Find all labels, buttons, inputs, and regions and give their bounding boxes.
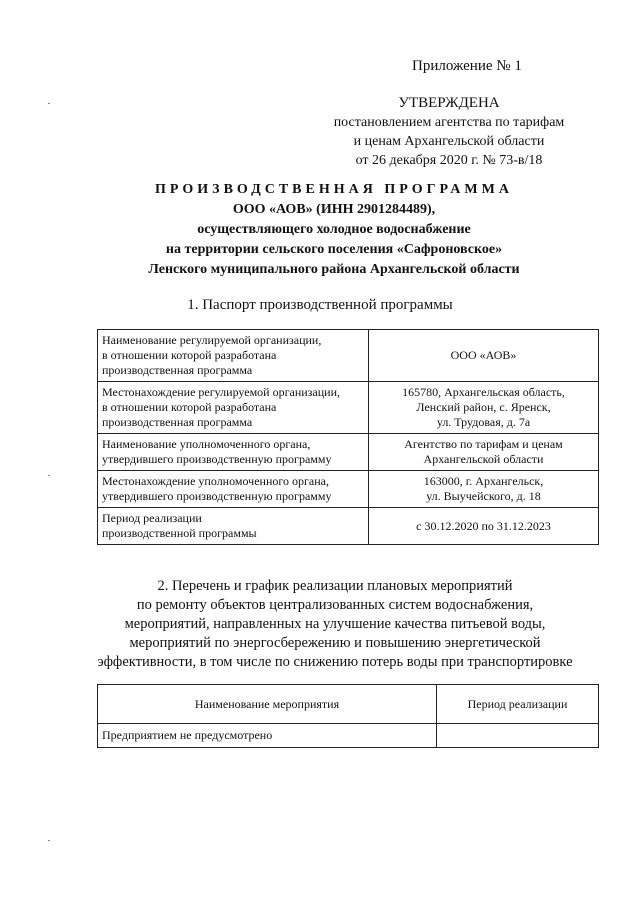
row-value: [369, 508, 599, 545]
title-line: ООО «АОВ» (ИНН 2901284489),: [232, 202, 436, 217]
event-cell: Предприятием не предусмотрено: [98, 724, 437, 748]
value-line: Архангельской области: [423, 452, 544, 466]
approval-line: от 26 декабря 2020 г. № 73-в/18: [355, 153, 543, 168]
events-table: [97, 684, 599, 748]
table-row: [98, 471, 599, 508]
heading-line: мероприятий по энергосбережению и повышению энергетической: [129, 635, 541, 651]
label-line: в отношении которой разработана: [102, 400, 277, 414]
table-row: [98, 434, 599, 471]
label-line: утвердившего производственную программу: [102, 489, 332, 503]
title-line: осуществляющего холодное водоснабжение: [197, 222, 471, 237]
heading-line: 2. Перечень и график реализации плановых мероприятий: [157, 578, 513, 594]
row-value: [369, 471, 599, 508]
label-line: Местонахождение регулируемой организации,: [102, 385, 341, 399]
value-line: 163000, г. Архангельск,: [423, 474, 544, 488]
value-line: 165780, Архангельская область,: [402, 385, 565, 399]
title-line: ПРОИЗВОДСТВЕННАЯ ПРОГРАММА: [155, 182, 513, 197]
approval-line: и ценам Архангельской области: [353, 134, 545, 149]
label-line: производственная программа: [102, 363, 253, 377]
table-row: [98, 724, 599, 748]
value-line: ул. Трудовая, д. 7а: [436, 415, 531, 429]
row-value: [369, 434, 599, 471]
label-line: в отношении которой разработана: [102, 348, 277, 362]
approval-block: [318, 94, 580, 170]
row-label: [98, 508, 369, 545]
scan-speck: [48, 840, 50, 841]
label-line: Наименование уполномоченного органа,: [102, 437, 311, 451]
appendix-number: Приложение № 1: [412, 58, 522, 74]
heading-line: по ремонту объектов централизованных систем водоснабжения,: [136, 597, 534, 613]
table-row: [98, 382, 599, 434]
column-header-event: Наименование мероприятия: [98, 685, 437, 724]
period-cell: [437, 724, 599, 748]
approval-line: постановлением агентства по тарифам: [333, 115, 565, 130]
title-line: Ленского муниципального района Архангельской области: [148, 262, 520, 277]
row-label: [98, 471, 369, 508]
column-header-period: Период реализации: [437, 685, 599, 724]
label-line: производственная программа: [102, 415, 253, 429]
section2-heading: [90, 577, 580, 672]
heading-line: эффективности, в том числе по снижению потерь воды при транспортировке: [97, 654, 573, 670]
heading-line: мероприятий, направленных на улучшение качества питьевой воды,: [124, 616, 546, 632]
row-label: [98, 382, 369, 434]
label-line: утвердившего производственную программу: [102, 452, 332, 466]
label-line: Наименование регулируемой организации,: [102, 333, 322, 347]
value-line: ООО «АОВ»: [450, 348, 517, 362]
label-line: Период реализации: [102, 511, 202, 525]
row-label: [98, 434, 369, 471]
value-line: с 30.12.2020 по 31.12.2023: [416, 518, 551, 533]
scan-speck: [48, 103, 50, 104]
value-line: ул. Выучейского, д. 18: [426, 489, 541, 503]
table-header-row: [98, 685, 599, 724]
row-value: [369, 382, 599, 434]
title-line: на территории сельского поселения «Сафроновское»: [165, 242, 503, 257]
program-title: [90, 180, 578, 280]
passport-table: [97, 329, 599, 545]
section1-heading: 1. Паспорт производственной программы: [187, 297, 453, 313]
table-row: [98, 508, 599, 545]
approval-heading: УТВЕРЖДЕНА: [398, 95, 500, 111]
label-line: Местонахождение уполномоченного органа,: [102, 474, 329, 488]
table-row: [98, 330, 599, 382]
row-label: [98, 330, 369, 382]
value-line: Ленский район, с. Яренск,: [416, 400, 551, 414]
row-value: [369, 330, 599, 382]
scan-speck: [48, 475, 50, 476]
label-line: производственной программы: [102, 526, 257, 540]
value-line: Агентство по тарифам и ценам: [404, 437, 563, 451]
